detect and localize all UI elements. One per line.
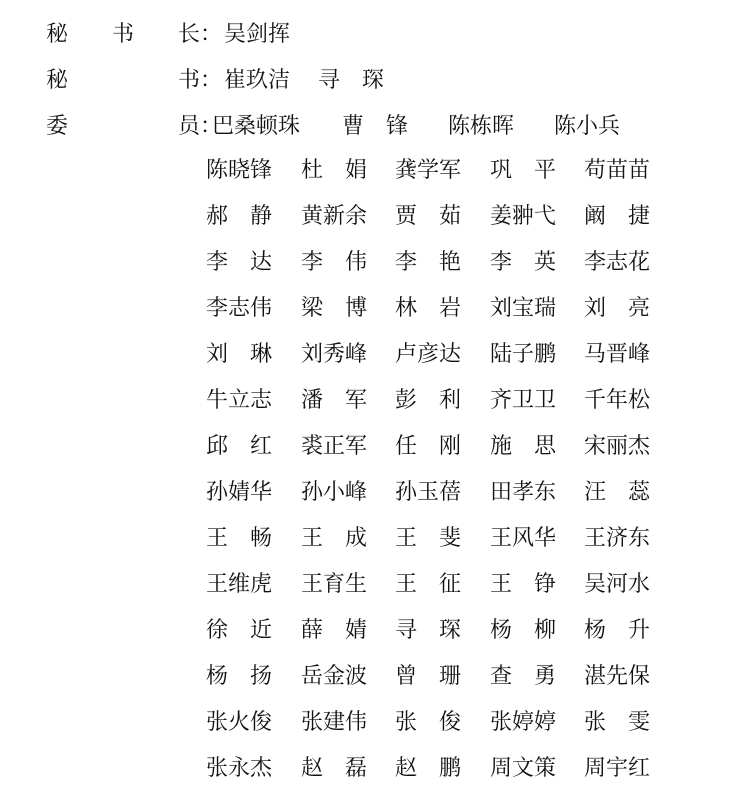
member-name: 郝 静 xyxy=(206,204,273,229)
member-name: 裘正军 xyxy=(301,434,368,459)
secretary-name-1: 崔玖洁 xyxy=(224,68,291,93)
member-name: 陈晓锋 xyxy=(206,158,273,183)
member-row xyxy=(206,338,676,384)
member-name: 赵 磊 xyxy=(301,756,368,781)
member-name: 薛 婧 xyxy=(301,618,368,643)
member-name: 刘 亮 xyxy=(584,296,651,321)
member-name: 孙小峰 xyxy=(301,480,368,505)
member-name: 王风华 xyxy=(490,526,557,551)
member-name: 李志伟 xyxy=(206,296,273,321)
committee-member-name: 巴桑顿珠 xyxy=(212,114,301,139)
member-row xyxy=(206,430,676,476)
member-row xyxy=(206,706,676,752)
committee-members-grid xyxy=(206,154,676,798)
member-row xyxy=(206,660,676,706)
member-row xyxy=(206,154,676,200)
member-name: 潘 军 xyxy=(301,388,368,413)
member-row xyxy=(206,522,676,568)
member-name: 岳金波 xyxy=(301,664,368,689)
member-name: 湛先保 xyxy=(584,664,651,689)
member-name: 吴河水 xyxy=(584,572,651,597)
committee-member-name: 陈小兵 xyxy=(554,114,621,139)
member-name: 田孝东 xyxy=(490,480,557,505)
member-row xyxy=(206,476,676,522)
member-name: 巩 平 xyxy=(490,158,557,183)
member-name: 千年松 xyxy=(584,388,651,413)
member-row xyxy=(206,246,676,292)
member-row xyxy=(206,568,676,614)
committee-member-name: 曹 锋 xyxy=(342,114,409,139)
member-name: 卢彦达 xyxy=(395,342,462,367)
member-name: 张 俊 xyxy=(395,710,462,735)
member-row xyxy=(206,200,676,246)
committee-member-name: 陈栋晖 xyxy=(448,114,515,139)
member-name: 曾 珊 xyxy=(395,664,462,689)
secretary-row xyxy=(46,64,646,98)
member-name: 宋丽杰 xyxy=(584,434,651,459)
member-name: 刘 琳 xyxy=(206,342,273,367)
member-name: 杨 柳 xyxy=(490,618,557,643)
member-name: 施 思 xyxy=(490,434,557,459)
member-name: 孙玉蓓 xyxy=(395,480,462,505)
member-name: 王 铮 xyxy=(490,572,557,597)
secretary-role-label: 秘 书： xyxy=(46,68,223,93)
member-name: 牛立志 xyxy=(206,388,273,413)
member-name: 杨 扬 xyxy=(206,664,273,689)
member-name: 张建伟 xyxy=(301,710,368,735)
member-name: 周宇红 xyxy=(584,756,651,781)
member-name: 王育生 xyxy=(301,572,368,597)
member-name: 李 英 xyxy=(490,250,557,275)
member-name: 姜翀弋 xyxy=(490,204,557,229)
member-name: 张永杰 xyxy=(206,756,273,781)
member-name: 张 雯 xyxy=(584,710,651,735)
member-name: 王 斐 xyxy=(395,526,462,551)
member-name: 李志花 xyxy=(584,250,651,275)
member-name: 王济东 xyxy=(584,526,651,551)
committee-member-header-row xyxy=(46,110,686,144)
member-name: 徐 近 xyxy=(206,618,273,643)
member-name: 任 刚 xyxy=(395,434,462,459)
secretary-general-row xyxy=(46,18,646,52)
secretary-general-role-label: 秘 书 长： xyxy=(46,22,223,47)
committee-member-role-label: 委 员： xyxy=(46,114,223,139)
member-name: 张婷婷 xyxy=(490,710,557,735)
member-name: 李 伟 xyxy=(301,250,368,275)
member-name: 苟苗苗 xyxy=(584,158,651,183)
member-name: 阚 捷 xyxy=(584,204,651,229)
member-name: 李 艳 xyxy=(395,250,462,275)
member-name: 张火俊 xyxy=(206,710,273,735)
member-name: 彭 利 xyxy=(395,388,462,413)
member-name: 王维虎 xyxy=(206,572,273,597)
member-name: 邱 红 xyxy=(206,434,273,459)
secretary-general-name: 吴剑挥 xyxy=(224,22,291,47)
member-name: 龚学军 xyxy=(395,158,462,183)
member-name: 王 成 xyxy=(301,526,368,551)
member-name: 刘秀峰 xyxy=(301,342,368,367)
member-name: 马晋峰 xyxy=(584,342,651,367)
member-name: 赵 鹏 xyxy=(395,756,462,781)
secretary-name-2: 寻 琛 xyxy=(318,68,385,93)
member-name: 梁 博 xyxy=(301,296,368,321)
member-name: 杨 升 xyxy=(584,618,651,643)
member-name: 周文策 xyxy=(490,756,557,781)
member-name: 林 岩 xyxy=(395,296,462,321)
member-row xyxy=(206,384,676,430)
member-name: 王 征 xyxy=(395,572,462,597)
member-row xyxy=(206,752,676,798)
member-name: 王 畅 xyxy=(206,526,273,551)
member-name: 查 勇 xyxy=(490,664,557,689)
member-name: 贾 茹 xyxy=(395,204,462,229)
member-name: 刘宝瑞 xyxy=(490,296,557,321)
member-name: 杜 娟 xyxy=(301,158,368,183)
member-name: 寻 琛 xyxy=(395,618,462,643)
member-name: 黄新余 xyxy=(301,204,368,229)
member-row xyxy=(206,614,676,660)
member-row xyxy=(206,292,676,338)
member-name: 孙婧华 xyxy=(206,480,273,505)
member-name: 齐卫卫 xyxy=(490,388,557,413)
member-name: 李 达 xyxy=(206,250,273,275)
member-name: 陆子鹏 xyxy=(490,342,557,367)
member-name: 汪 蕊 xyxy=(584,480,651,505)
